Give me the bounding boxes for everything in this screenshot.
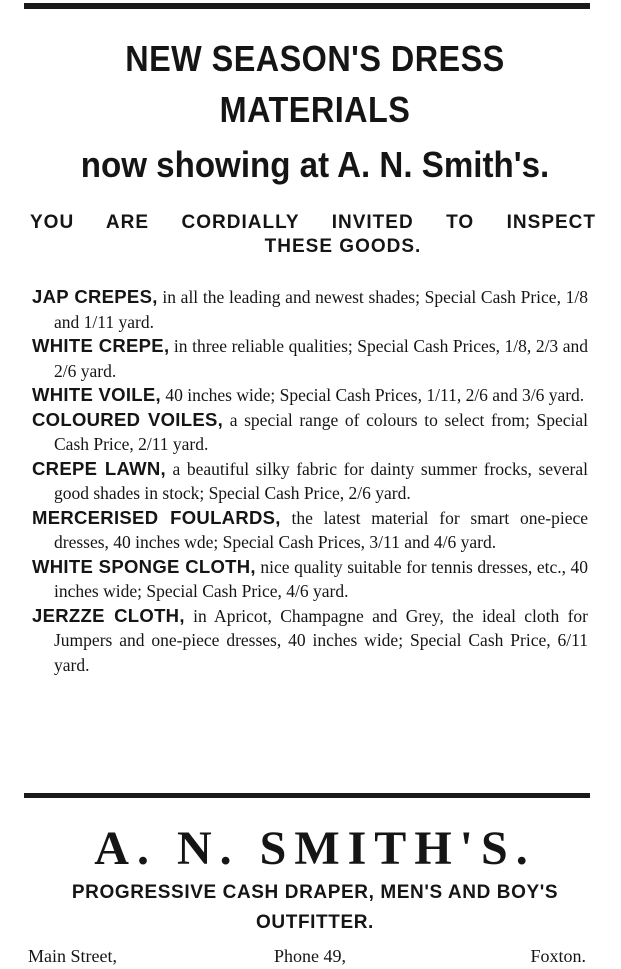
item-name: WHITE VOILE,: [32, 384, 161, 405]
item-list: [32, 285, 588, 677]
town: Foxton.: [530, 946, 586, 966]
item-description: a special range of colours to select from; Special Cash Price, 2/11 yard.: [54, 409, 588, 454]
item-jap-crepes: [32, 285, 588, 334]
invitation-line-2: THESE GOODS.: [264, 236, 422, 257]
item-jerzze-cloth: [32, 604, 588, 678]
item-name: WHITE SPONGE CLOTH,: [32, 555, 256, 577]
headline-line-1: NEW SEASON'S DRESS: [125, 38, 505, 79]
item-name: CREPE LAWN,: [32, 457, 166, 479]
item-mercerised-foulards: [32, 506, 588, 555]
item-name: WHITE CREPE,: [32, 335, 170, 356]
headline-line-2: MATERIALS: [219, 89, 411, 130]
top-rule: [24, 3, 590, 9]
divider-rule: [24, 793, 590, 798]
item-description: in all the leading and newest shades; Special Cash Price, 1/8 and 1/11 yard.: [54, 287, 589, 332]
item-white-voile: [32, 383, 588, 408]
item-name: JERZZE CLOTH,: [32, 604, 185, 626]
item-white-crepe: [32, 334, 588, 383]
trade-line-2: OUTFITTER.: [256, 912, 374, 933]
address: Main Street,: [28, 946, 117, 966]
item-coloured-voiles: [32, 408, 588, 457]
item-crepe-lawn: [32, 457, 588, 506]
item-description: in Apricot, Champagne and Grey, the ideal cloth for Jumpers and one-piece dresses, 40 inches wide; Special Cash Price, 6/11 yard.: [54, 605, 588, 675]
firm-name: A. N. SMITH'S.: [94, 822, 536, 875]
item-description: in three reliable qualities; Special Cash Prices, 1/8, 2/3 and 2/6 yard.: [54, 336, 588, 381]
item-white-sponge-cloth: [32, 555, 588, 604]
item-name: JAP CREPES,: [32, 286, 158, 307]
item-description: a beautiful silky fabric for dainty summer frocks, several good shades in stock; Special Cash Price, 2/6 yard.: [54, 458, 588, 503]
invitation-line-1: YOU ARE CORDIALLY INVITED TO INSPECT: [30, 212, 596, 233]
headline-line-3: now showing at A. N. Smith's.: [80, 144, 550, 185]
footer: [28, 943, 586, 969]
item-description: nice quality suitable for tennis dresses, etc., 40 inches wide; Special Cash Price, 4/6 yard.: [54, 556, 588, 601]
item-description: the latest material for smart one-piece dresses, 40 inches wde; Special Cash Prices, 3/11 and 4/6 yard.: [54, 507, 588, 552]
trade-line-1: PROGRESSIVE CASH DRAPER, MEN'S AND BOY'S: [71, 882, 559, 903]
phone: Phone 49,: [274, 946, 346, 966]
item-name: MERCERISED FOULARDS,: [32, 506, 281, 528]
item-description: 40 inches wide; Special Cash Prices, 1/11, 2/6 and 3/6 yard.: [161, 385, 585, 405]
item-name: COLOURED VOILES,: [32, 408, 224, 430]
